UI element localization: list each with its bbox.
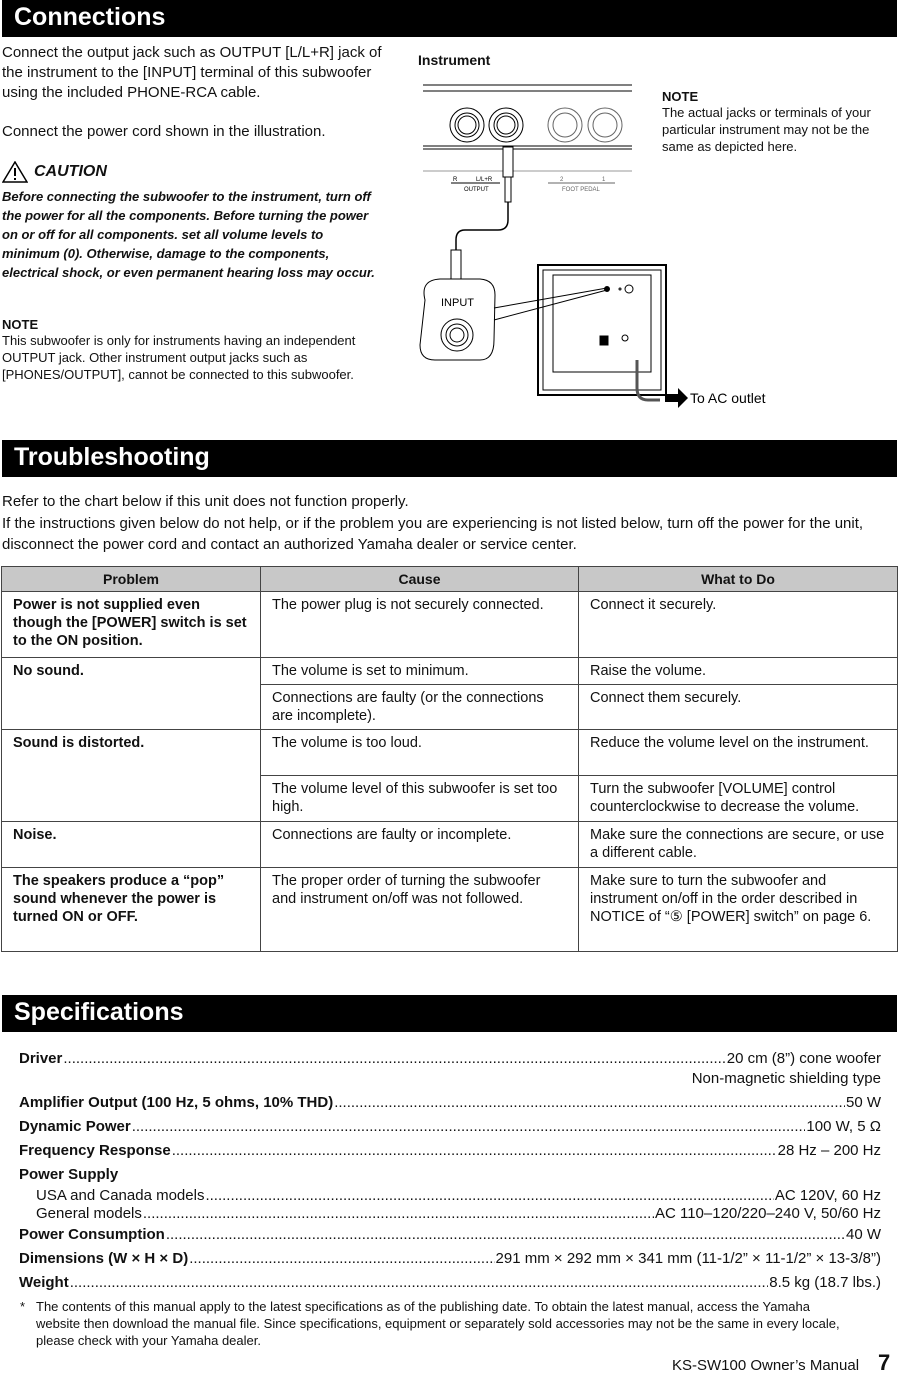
cause-cell: The power plug is not securely connected. (261, 592, 579, 658)
output-label: OUTPUT (464, 187, 489, 193)
troubleshooting-heading: Troubleshooting (2, 440, 897, 477)
troubleshooting-intro-2: If the instructions given below do not help, or if the problem you are experiencing is not listed below, turn off the power for the unit, disconnect the power cord and contact an authorized Yamaha dealer or service center. (2, 515, 864, 553)
caution-text: Before connecting the subwoofer to the instrument, turn off the power for all the components. Before turning the power on or off for all components. set all volume levels to minimum (0). Otherwise, damage to the components, electrical shock, or even permanent hearing loss may occur. (2, 189, 375, 280)
table-row (2, 822, 898, 868)
table-row (2, 730, 898, 776)
instrument-label: Instrument (418, 52, 491, 68)
spec-frequency-response: Frequency Response ..... 28 Hz – 200 Hz (19, 1139, 881, 1163)
ac-outlet-label: To AC outlet (690, 390, 766, 406)
fix-cell: Reduce the volume level on the instrument. (579, 730, 898, 776)
connection-diagram (410, 50, 780, 420)
connections-para-1: Connect the output jack such as OUTPUT [L/L+R] jack of the instrument to the [INPUT] terminal of this subwoofer using the included PHONE-RCA cable. (2, 44, 382, 101)
col-cause: Cause (261, 567, 579, 592)
fix-cell: Connect it securely. (579, 592, 898, 658)
fix-cell: Connect them securely. (579, 685, 898, 730)
pedal-1-label: 1 (602, 177, 606, 183)
table-row (2, 592, 898, 658)
jack-r-label: R (453, 177, 458, 183)
specifications-list (19, 1047, 881, 1295)
cause-cell: The proper order of turning the subwoofer and instrument on/off was not followed. (261, 868, 579, 952)
spec-driver-extra: Non-magnetic shielding type (691, 1070, 881, 1087)
cause-cell: The volume is too loud. (261, 730, 579, 776)
caution-label: CAUTION (34, 163, 107, 180)
fix-cell: Turn the subwoofer [VOLUME] control counterclockwise to decrease the volume. (579, 776, 898, 822)
footer-manual-title: KS-SW100 Owner’s Manual (672, 1357, 860, 1374)
jack-pedal-2 (548, 108, 582, 142)
instrument-panel (420, 85, 666, 400)
input-label: INPUT (441, 297, 474, 309)
col-problem: Problem (2, 567, 261, 592)
jack-pedal-1 (588, 108, 622, 142)
cause-cell: Connections are faulty or incomplete. (261, 822, 579, 868)
connections-heading: Connections (2, 0, 897, 37)
caution-heading (2, 161, 107, 183)
problem-cell: Sound is distorted. (2, 730, 261, 822)
problem-cell: Noise. (2, 822, 261, 868)
troubleshooting-table (1, 566, 898, 952)
connections-para-2: Connect the power cord shown in the illustration. (2, 123, 326, 140)
spec-amp-output: Amplifier Output (100 Hz, 5 ohms, 10% THD) ..... 50 W (19, 1091, 881, 1115)
jack-l-label: L/L+R (476, 177, 493, 183)
page-number: 7 (878, 1350, 891, 1375)
warning-triangle-icon (2, 161, 28, 183)
table-row (2, 868, 898, 952)
pedal-2-label: 2 (560, 177, 564, 183)
spec-power-supply: Power Supply (19, 1166, 119, 1183)
note-label: NOTE (2, 317, 39, 332)
problem-cell: The speakers produce a “pop” sound whenever the power is turned ON or OFF. (2, 868, 261, 952)
problem-cell: No sound. (2, 658, 261, 730)
troubleshooting-intro-1: Refer to the chart below if this unit does not function properly. (2, 493, 409, 510)
spec-power-consumption: Power Consumption ..... 40 W (19, 1223, 881, 1247)
cause-cell: Connections are faulty (or the connections are incomplete). (261, 685, 579, 730)
diagram-note-label: NOTE (662, 89, 699, 104)
foot-pedal-label: FOOT PEDAL (562, 187, 600, 193)
specifications-heading: Specifications (2, 995, 897, 1032)
fix-cell: Make sure to turn the subwoofer and instrument on/off in the order described in NOTICE of “⑤ [POWER] switch” on page 6. (579, 868, 898, 952)
problem-cell: Power is not supplied even though the [POWER] switch is set to the ON position. (2, 592, 261, 658)
jack-r (450, 108, 484, 142)
fix-cell: Make sure the connections are secure, or use a different cable. (579, 822, 898, 868)
table-row (2, 658, 898, 685)
col-what-to-do: What to Do (579, 567, 898, 592)
note-text: This subwoofer is only for instruments having an independent OUTPUT jack. Other instrument output jacks such as [PHONES/OUTPUT], cannot be connected to this subwoofer. (2, 333, 356, 382)
cause-cell: The volume is set to minimum. (261, 658, 579, 685)
footnote-text: The contents of this manual apply to the latest specifications as of the publishing date. To obtain the latest manual, access the Yamaha website then download the manual file. Since specifications, equipment or separately sold accessories may not be the same in every locale, please check with your Yamaha dealer. (36, 1299, 840, 1348)
spec-weight: Weight ..... 8.5 kg (18.7 lbs.) (19, 1271, 881, 1295)
jack-l (489, 108, 523, 142)
cause-cell: The volume level of this subwoofer is set too high. (261, 776, 579, 822)
spec-driver: Driver ..... 20 cm (8”) cone woofer (19, 1047, 881, 1071)
fix-cell: Raise the volume. (579, 658, 898, 685)
spec-dynamic-power: Dynamic Power ..... 100 W, 5 Ω (19, 1115, 881, 1139)
diagram-note-text: The actual jacks or terminals of your particular instrument may not be the same as depicted here. (662, 105, 871, 154)
spec-dimensions: Dimensions (W × H × D) ..... 291 mm × 292 mm × 341 mm (11-1/2” × 11-1/2” × 13-3/8”) (19, 1247, 881, 1271)
arrow-right-icon (665, 388, 688, 408)
footnote-mark: * (20, 1299, 26, 1314)
spec-usa-canada: USA and Canada models ..... AC 120V, 60 Hz (19, 1187, 881, 1204)
spec-general: General models ..... AC 110–120/220–240 V, 50/60 Hz (19, 1204, 881, 1223)
